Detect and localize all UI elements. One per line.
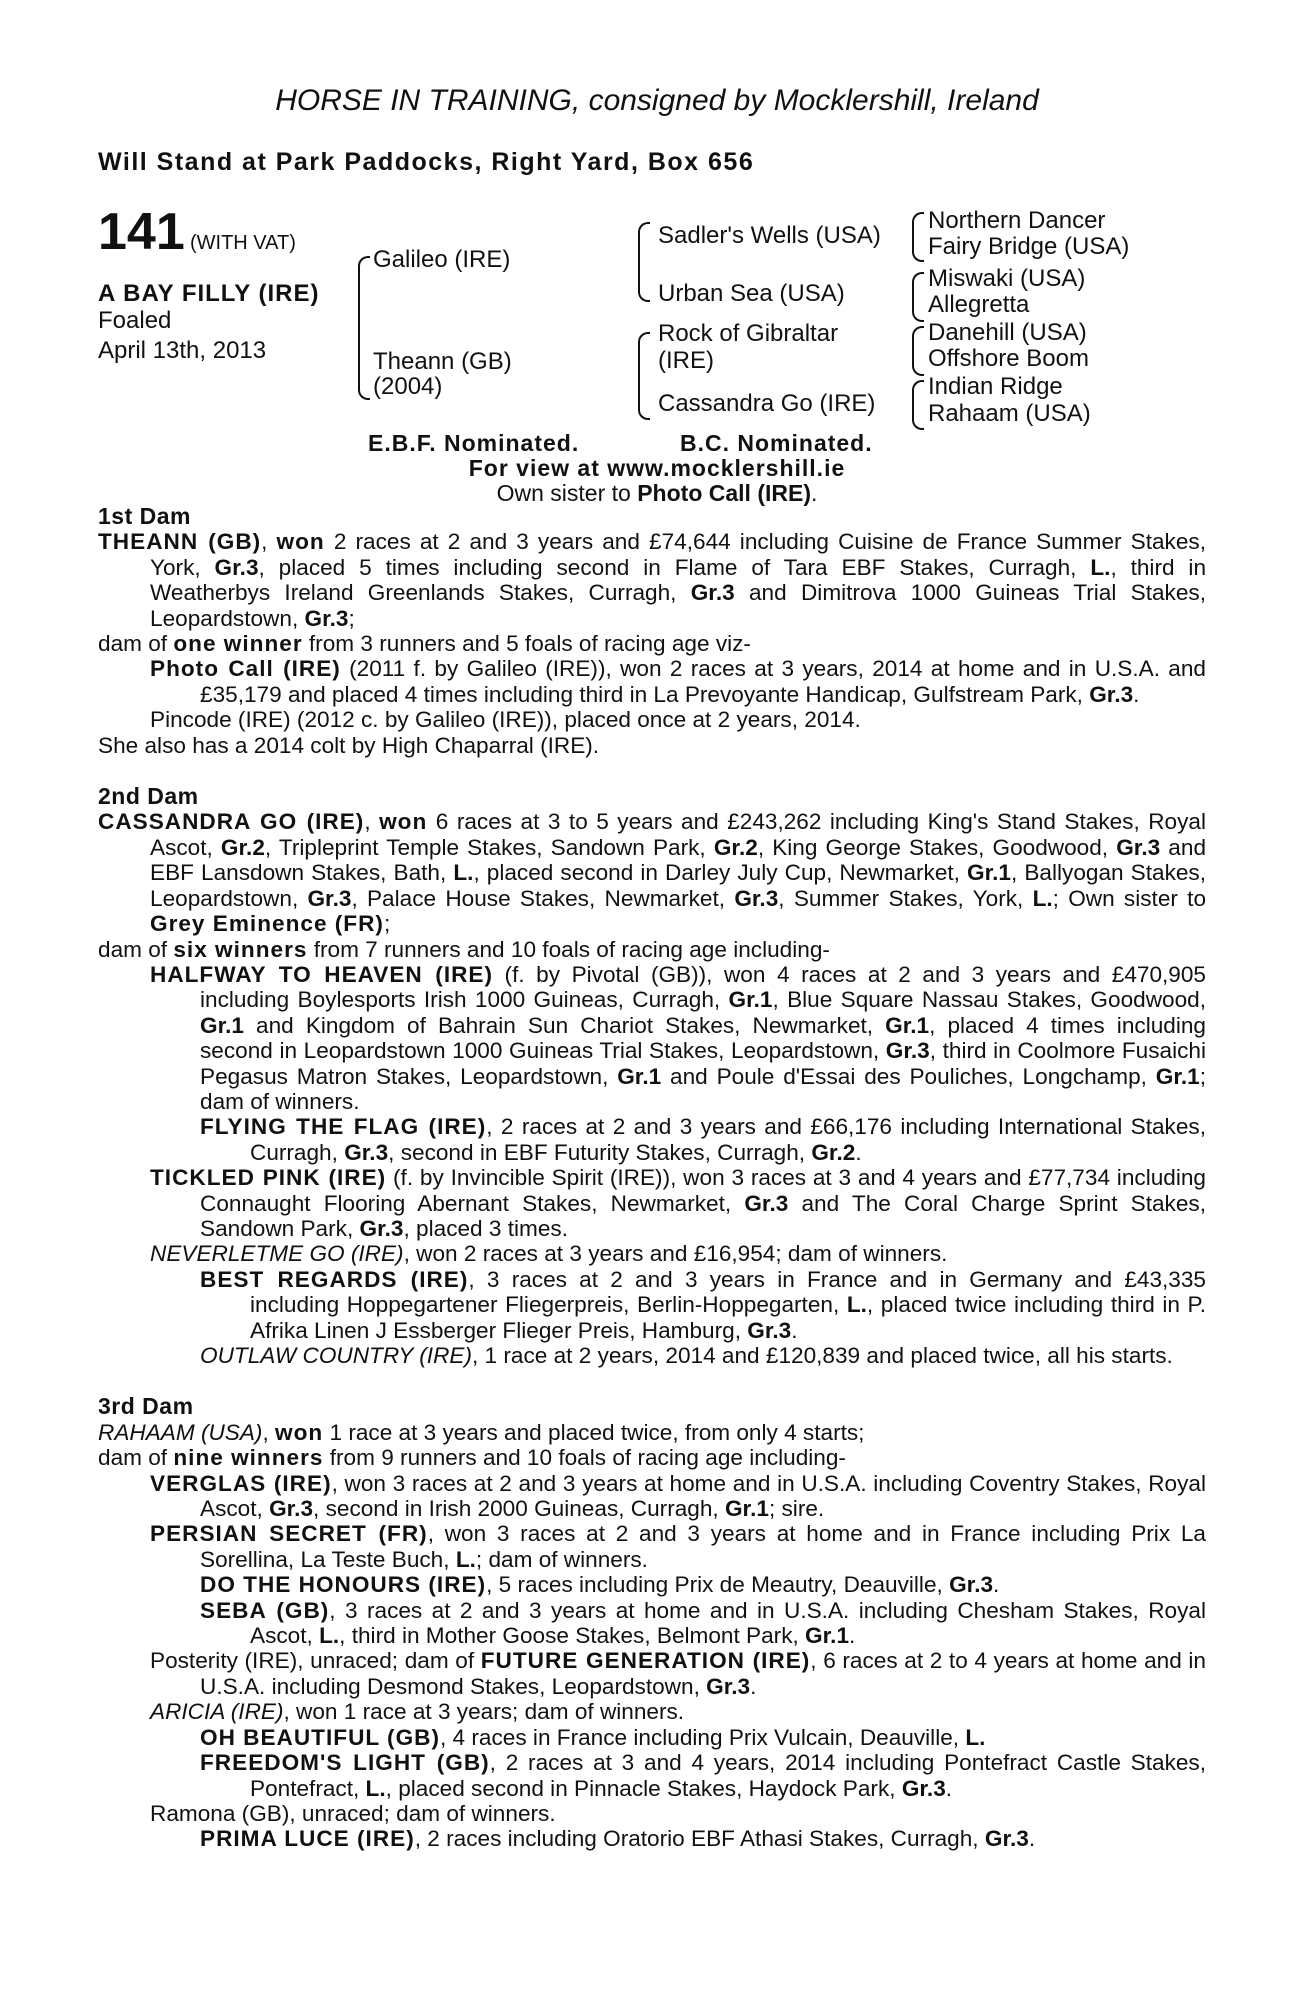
- foaled-info: [98, 306, 266, 366]
- foaled-label: Foaled: [98, 307, 172, 334]
- bracket-dam-line: [638, 332, 650, 420]
- progeny-entry: Ramona (GB), unraced; dam of winners.: [150, 1800, 556, 1826]
- third-dam-summary: dam of nine winners from 9 runners and 10 foals of racing age including-: [98, 1445, 846, 1471]
- pedigree-sire: Galileo (IRE): [373, 246, 511, 273]
- progeny-entry: OUTLAW COUNTRY (IRE), 1 race at 2 years, 2014 and £120,839 and placed twice, all his starts.: [200, 1343, 1173, 1368]
- second-dam-heading: 2nd Dam: [98, 783, 199, 810]
- pedigree-ssd: Fairy Bridge (USA): [928, 233, 1130, 260]
- pedigree-dss: Danehill (USA): [928, 319, 1087, 346]
- bracket-ss: [912, 212, 924, 262]
- pedigree-dam: Theann (GB): [373, 348, 512, 375]
- progeny-entry: TICKLED PINK (IRE) (f. by Invincible Spirit (IRE)), won 3 races at 3 and 4 years and £77,734 including Connaught Flooring Abernant Stakes, Newmarket, Gr.3 and The Coral Charge Sprint Stakes, Sandown Park, Gr.3, placed 3 times.: [150, 1165, 1206, 1241]
- pedigree-dam-sire-country: (IRE): [658, 347, 714, 374]
- progeny-entry: FREEDOM'S LIGHT (GB), 2 races at 3 and 4 years, 2014 including Pontefract Castle Stakes, Pontefract, L., placed second in Pinnacle Stakes, Haydock Park, Gr.3.: [200, 1750, 1207, 1801]
- bracket-sd: [912, 272, 924, 322]
- first-dam-name: THEANN (GB): [98, 529, 262, 555]
- pedigree-dam-year: (2004): [373, 373, 443, 400]
- bracket-sire-line: [638, 222, 650, 302]
- own-sister-name: Photo Call (IRE): [637, 480, 811, 506]
- first-dam-record: THEANN (GB), won 2 races at 2 and 3 years and £74,644 including Cuisine de France Summer Stakes, York, Gr.3, placed 5 times including second in Flame of Tara EBF Stakes, Curragh, L., third in Weatherbys Ireland Greenlands Stakes, Curragh, Gr.3 and Dimitrova 1000 Guineas Trial Stakes, Leopardstown, Gr.3;: [98, 529, 1207, 631]
- bracket-ds: [912, 326, 924, 376]
- progeny-entry: Photo Call (IRE) (2011 f. by Galileo (IRE)), won 2 races at 3 years, 2014 at home and in U.S.A. and £35,179 and placed 4 times including third in La Prevoyante Handicap, Gulfstream Park, Gr.3.: [150, 656, 1207, 707]
- progeny-entry: FLYING THE FLAG (IRE), 2 races at 2 and 3 years and £66,176 including International Stakes, Curragh, Gr.3, second in EBF Futurity Stakes, Curragh, Gr.2.: [200, 1114, 1206, 1165]
- pedigree-sss: Northern Dancer: [928, 207, 1106, 234]
- bracket-gen1: [358, 256, 370, 400]
- second-dam-record: CASSANDRA GO (IRE), won 6 races at 3 to 5 years and £243,262 including King's Stand Stakes, Royal Ascot, Gr.2, Tripleprint Temple Stakes, Sandown Park, Gr.2, King George Stakes, Goodwood, Gr.3 and EBF Lansdown Stakes, Bath, L., placed second in Darley July Cup, Newmarket, Gr.1, Ballyogan Stakes, Leopardstown, Gr.3, Palace House Stakes, Newmarket, Gr.3, Summer Stakes, York, L.; Own sister to Grey Eminence (FR);: [98, 809, 1207, 937]
- ebf-nominated: E.B.F. Nominated.: [368, 430, 580, 456]
- progeny-entry: BEST REGARDS (IRE), 3 races at 2 and 3 years in France and in Germany and £43,335 including Hoppegartener Fliegerpreis, Berlin-Hoppegarten, L., placed twice including third in P. Afrika Linen J Essberger Flieger Preis, Hamburg, Gr.3.: [200, 1266, 1206, 1343]
- bc-nominated: B.C. Nominated.: [680, 430, 873, 456]
- progeny-entry: OH BEAUTIFUL (GB), 4 races in France including Prix Vulcain, Deauville, L.: [200, 1724, 986, 1750]
- second-dam-summary: dam of six winners from 7 runners and 10 foals of racing age including-: [98, 936, 830, 962]
- progeny-entry: SEBA (GB), 3 races at 2 and 3 years at home and in U.S.A. including Chesham Stakes, Royal Ascot, L., third in Mother Goose Stakes, Belmont Park, Gr.1.: [200, 1597, 1206, 1649]
- progeny-note: She also has a 2014 colt by High Chaparral (IRE).: [98, 732, 600, 758]
- catalogue-header-title: HORSE IN TRAINING, consigned by Mocklershill, Ireland: [275, 84, 1039, 117]
- third-dam-heading: 3rd Dam: [98, 1393, 194, 1420]
- pedigree-dam-sire: Rock of Gibraltar: [658, 320, 839, 347]
- progeny-entry: HALFWAY TO HEAVEN (IRE) (f. by Pivotal (GB)), won 4 races at 2 and 3 years and £470,905 including Boylesports Irish 1000 Guineas, Curragh, Gr.1, Blue Square Nassau Stakes, Goodwood, Gr.1 and Kingdom of Bahrain Sun Chariot Stakes, Newmarket, Gr.1, placed 4 times including second in Leopardstown 1000 Guineas Trial Stakes, Leopardstown, Gr.3, third in Coolmore Fusaichi Pegasus Matron Stakes, Leopardstown, Gr.1 and Poule d'Essai des Pouliches, Longchamp, Gr.1; dam of winners.: [150, 961, 1207, 1114]
- vat-note: (WITH VAT): [190, 232, 296, 254]
- progeny-entry: PRIMA LUCE (IRE), 2 races including Oratorio EBF Athasi Stakes, Curragh, Gr.3.: [200, 1826, 1036, 1852]
- pedigree-sdd: Allegretta: [928, 291, 1030, 318]
- view-website: For view at www.mocklershill.ie: [468, 455, 846, 481]
- pedigree-ddd: Rahaam (USA): [928, 400, 1091, 427]
- third-dam-record: RAHAAM (USA), won 1 race at 3 years and placed twice, from only 4 starts;: [98, 1419, 865, 1445]
- won-label: won: [276, 529, 325, 555]
- first-dam-heading: 1st Dam: [98, 503, 191, 529]
- family-details: [98, 504, 1206, 1852]
- pedigree-dsd: Offshore Boom: [928, 345, 1089, 372]
- progeny-entry: DO THE HONOURS (IRE), 5 races including Prix de Meautry, Deauville, Gr.3.: [200, 1572, 1000, 1598]
- own-sister-line: [0, 480, 1314, 507]
- progeny-entry: Posterity (IRE), unraced; dam of FUTURE GENERATION (IRE), 6 races at 2 to 4 years at home and in U.S.A. including Desmond Stakes, Leopardstown, Gr.3.: [150, 1648, 1206, 1699]
- foaled-date: April 13th, 2013: [98, 337, 267, 364]
- lot-name: A BAY FILLY (IRE): [98, 280, 320, 307]
- bracket-dd: [912, 380, 924, 430]
- pedigree-dam-dam: Cassandra Go (IRE): [658, 390, 876, 417]
- pedigree-sire-dam: Urban Sea (USA): [658, 280, 845, 307]
- progeny-entry: VERGLAS (IRE), won 3 races at 2 and 3 years at home and in U.S.A. including Coventry Stakes, Royal Ascot, Gr.3, second in Irish 2000 Guineas, Curragh, Gr.1; sire.: [150, 1470, 1206, 1522]
- own-sister-suffix: .: [811, 480, 818, 506]
- pedigree-dds: Indian Ridge: [928, 373, 1063, 400]
- lot-number: 141: [98, 203, 185, 261]
- first-dam-summary: dam of one winner from 3 runners and 5 foals of racing age viz-: [98, 631, 751, 657]
- pedigree-sds: Miswaki (USA): [928, 265, 1086, 292]
- progeny-entry: ARICIA (IRE), won 1 race at 3 years; dam of winners.: [150, 1699, 685, 1725]
- progeny-entry: PERSIAN SECRET (FR), won 3 races at 2 and 3 years at home and in France including Prix La Sorellina, La Teste Buch, L.; dam of winners.: [150, 1521, 1206, 1572]
- own-sister-prefix: Own sister to: [496, 480, 638, 506]
- progeny-entry: NEVERLETME GO (IRE), won 2 races at 3 years and £16,954; dam of winners.: [150, 1241, 948, 1267]
- stand-location: Will Stand at Park Paddocks, Right Yard, Box 656: [98, 148, 755, 176]
- pedigree-sire-sire: Sadler's Wells (USA): [658, 222, 881, 249]
- progeny-entry: Pincode (IRE) (2012 c. by Galileo (IRE)), placed once at 2 years, 2014.: [150, 707, 861, 733]
